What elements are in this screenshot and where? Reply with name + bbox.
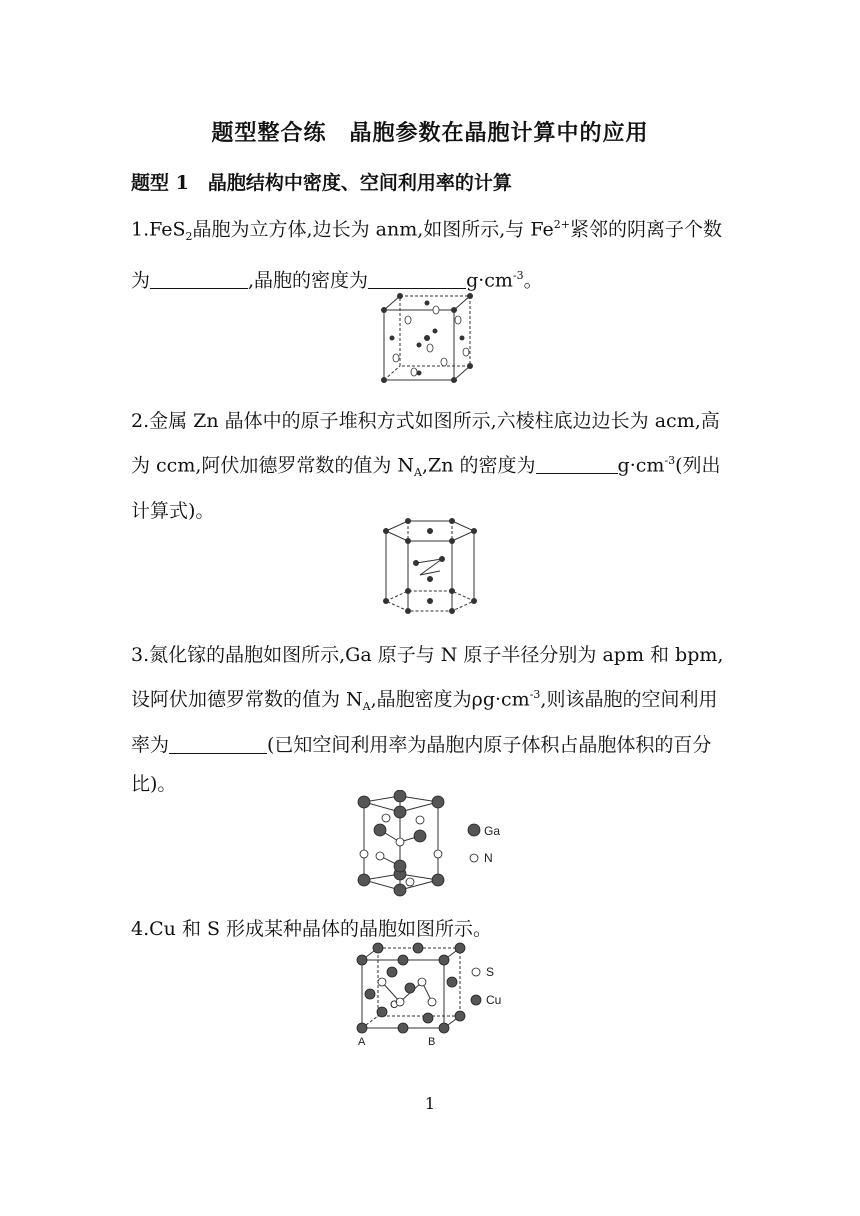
legend-s-label: S [486,965,495,979]
q2-text-a: 2.金属 Zn 晶体中的原子堆积方式如图所示,六棱柱底边边长为 acm,高为 ccm,阿伏加德罗常数的值为 N [131,410,720,477]
q2-answer-blank[interactable] [536,454,618,474]
legend-ga-label: Ga [484,824,501,838]
page-title: 题型整合练 晶胞参数在晶胞计算中的应用 [211,120,649,146]
q3-sub: A [362,700,371,714]
q2-sub: A [414,466,422,480]
q3-text-c: ,则该晶胞的空间利用率为 [131,688,718,757]
point-c-label: C [390,999,398,1011]
point-b-label: B [428,1036,436,1048]
q1-text-a: 1.FeS [131,218,186,241]
q1-text-c: 紧邻的阴离子个数为 [131,218,722,292]
legend-n-label: N [484,851,493,865]
legend-cu-label: Cu [486,993,502,1007]
q1-answer-blank-1[interactable] [150,269,248,289]
question-3 [131,636,731,804]
q2-unit: g·cm [617,454,665,477]
question-1 [131,205,731,300]
q2-text-b: ,Zn 的密度为 [422,454,536,477]
q3-sup: -3 [529,688,541,701]
q2-unit-sup: -3 [664,454,676,467]
page-number: 1 [424,1094,436,1113]
q3-text-a: 3.氮化镓的晶胞如图所示,Ga 原子与 N 原子半径分别为 apm 和 bpm,设阿伏加德罗常数的值为 N [131,644,724,711]
q1-unit-sup: -3 [512,269,524,283]
zn-hexagonal-cell-figure [380,515,480,619]
q2-end: (列出计算式)。 [131,454,721,523]
q3-text-b: ,晶胞密度为ρg·cm [370,688,530,711]
point-a-label: A [358,1036,366,1048]
fes2-unit-cell-figure [378,290,478,386]
q1-sub: 2 [185,230,193,244]
q1-unit: g·cm [466,269,513,292]
section-heading: 题型 1 晶胞结构中密度、空间利用率的计算 [131,172,512,194]
cus-unit-cell-figure [352,942,512,1050]
q4-text: 4.Cu 和 S 形成某种晶体的晶胞如图所示。 [131,918,493,940]
question-2 [131,402,731,531]
q3-text-d: (已知空间利用率为晶胞内原子体积占晶胞体积的百分比)。 [131,734,712,796]
gan-unit-cell-figure [350,790,510,900]
q1-text-b: 晶胞为立方体,边长为 anm,如图所示,与 Fe [192,218,554,241]
q1-end: 。 [523,269,543,292]
q1-sup: 2+ [553,218,570,231]
q3-answer-blank[interactable] [169,734,267,754]
q1-answer-blank-2[interactable] [368,269,466,289]
q1-text-d: ,晶胞的密度为 [248,269,369,292]
